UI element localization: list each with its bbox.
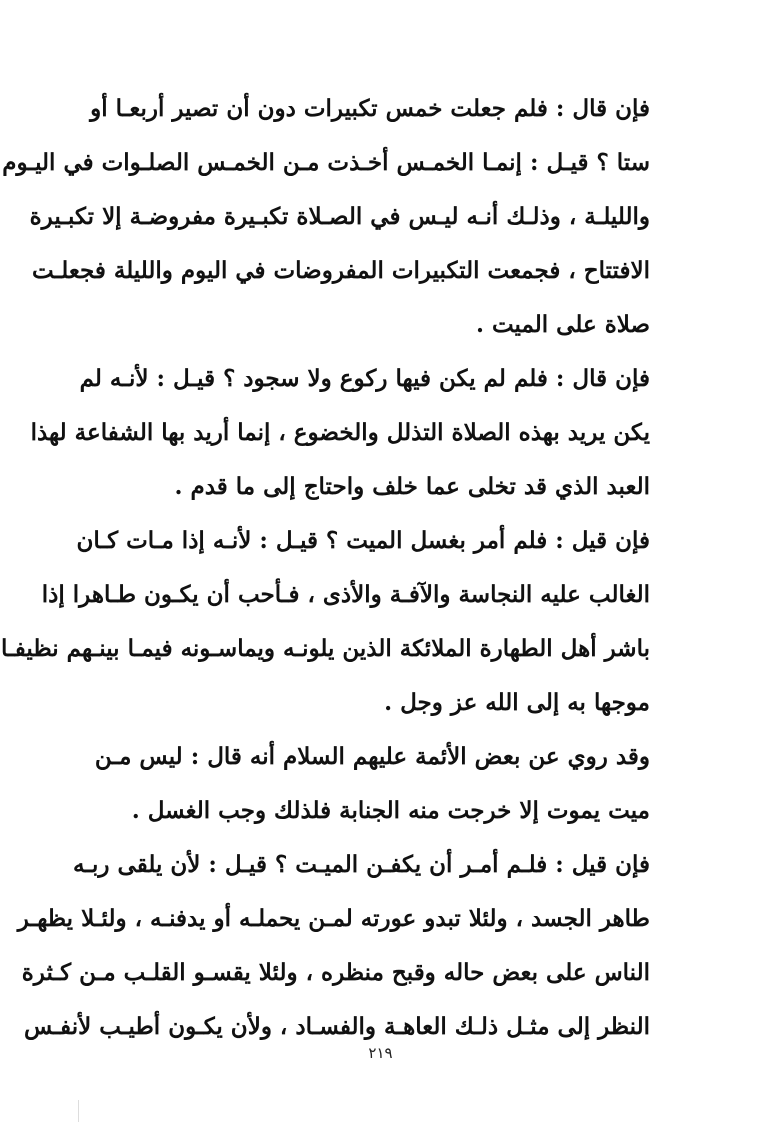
text-line: والليلـة ، وذلـك أنـه ليـس في الصـلاة تكبـيرة مفروضـة إلا تكبـيرة (29, 203, 650, 230)
text-line: فإن قيل : فلـم أمـر أن يكفـن الميـت ؟ قيـل : لأن يلقى ربـه (72, 851, 650, 878)
text-line: فإن قال : فلم جعلت خمس تكبيرات دون أن تصير أربعـا أو (90, 95, 650, 122)
text-line: باشر أهل الطهارة الملائكة الذين يلونـه ويماسـونه فيمـا بينـهم نظيفـا (1, 635, 650, 662)
text-line: يكن يريد بهذه الصلاة التذلل والخضوع ، إنما أريد بها الشفاعة لهذا (30, 419, 650, 446)
text-line: طاهر الجسد ، ولئلا تبدو عورته لمـن يحملـه أو يدفنـه ، ولئـلا يظهـر (17, 905, 650, 932)
page-number: ٢١٩ (368, 1044, 393, 1062)
text-line: ستا ؟ قيـل : إنمـا الخمـس أخـذت مـن الخمـس الصلـوات في اليـوم (2, 149, 650, 176)
text-line: الناس على بعض حاله وقبح منظره ، ولئلا يقسـو القلـب مـن كـثرة (21, 959, 650, 986)
text-line: ميت يموت إلا خرجت منه الجنابة فلذلك وجب الغسل . (131, 797, 650, 824)
text-line: فإن قيل : فلم أمر بغسل الميت ؟ قيـل : لأنـه إذا مـات كـان (76, 527, 650, 554)
scan-edge-mark (78, 1100, 79, 1122)
text-line: فإن قال : فلم لم يكن فيها ركوع ولا سجود ؟ قيـل : لأنـه لم (79, 365, 650, 392)
text-line: الغالب عليه النجاسة والآفـة والأذى ، فـأحب أن يكـون طـاهرا إذا (41, 581, 650, 608)
text-line: الافتتاح ، فجمعت التكبيرات المفروضات في اليوم والليلة فجعلـت (31, 257, 650, 284)
text-line: النظر إلى مثـل ذلـك العاهـة والفسـاد ، ولأن يكـون أطيـب لأنفـس (24, 1013, 650, 1040)
text-line: موجها به إلى الله عز وجل . (384, 689, 650, 716)
text-line: العبد الذي قد تخلى عما خلف واحتاج إلى ما قدم . (174, 473, 650, 500)
text-block (1, 82, 650, 1054)
text-line: صلاة على الميت . (475, 311, 650, 338)
text-line: وقد روي عن بعض الأئمة عليهم السلام أنه قال : ليس مـن (94, 743, 650, 770)
